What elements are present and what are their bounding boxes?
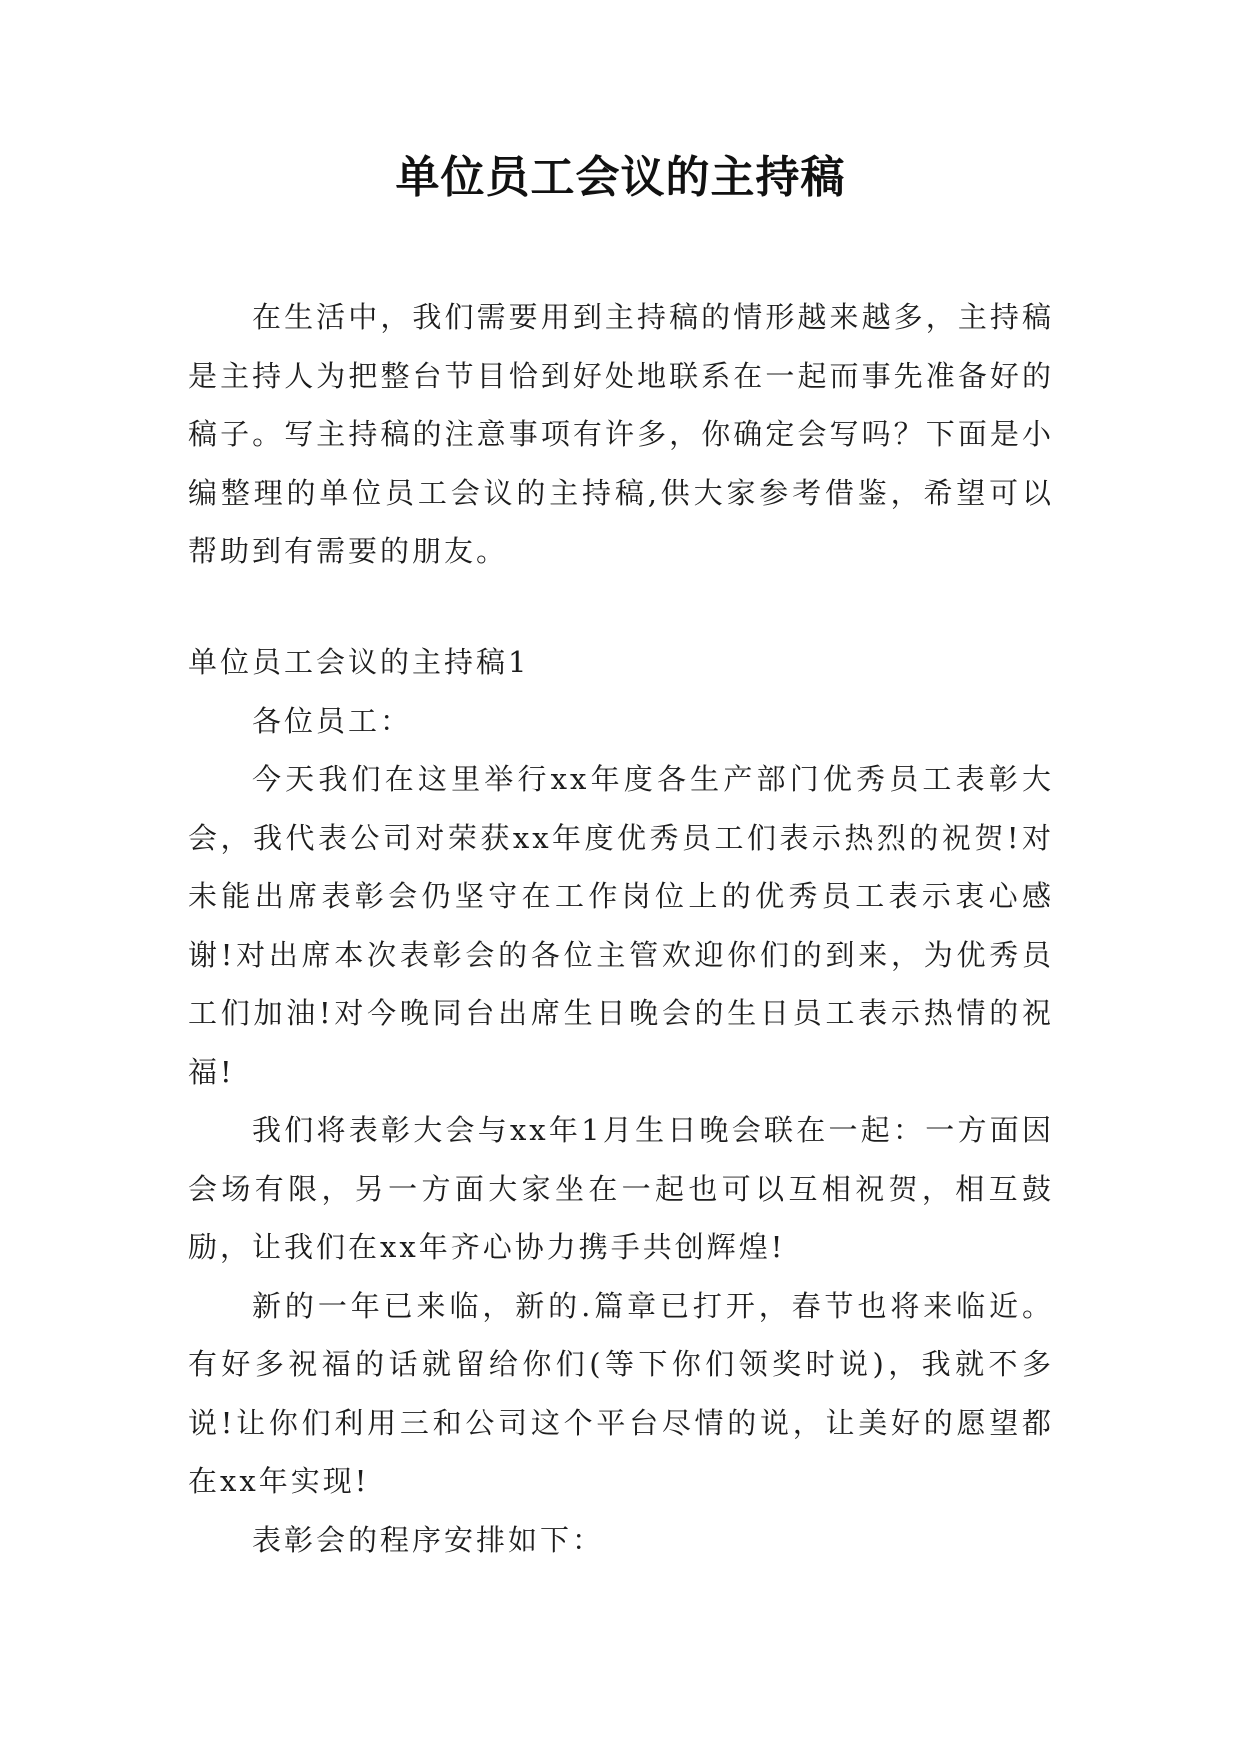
body-paragraph: 今天我们在这里举行xx年度各生产部门优秀员工表彰大会，我代表公司对荣获xx年度优秀员工们表示热烈的祝贺!对未能出席表彰会仍坚守在工作岗位上的优秀员工表示衷心感谢!对出席本次表彰会的各位主管欢迎你们的到来，为优秀员工们加油!对今晚同台出席生日晚会的生日员工表示热情的祝福!: [188, 762, 1054, 1089]
body-paragraph: 我们将表彰大会与xx年1月生日晚会联在一起：一方面因会场有限，另一方面大家坐在一起也可以互相祝贺，相互鼓励，让我们在xx年齐心协力携手共创辉煌!: [188, 1113, 1054, 1264]
salutation-paragraph: 各位员工：: [252, 703, 413, 738]
document-title: 单位员工会议的主持稿: [395, 152, 846, 203]
program-intro-paragraph: 表彰会的程序安排如下：: [252, 1522, 605, 1557]
body-paragraph: 新的一年已来临，新的.篇章已打开，春节也将来临近。有好多祝福的话就留给你们(等下你们领奖时说)，我就不多说!让你们利用三和公司这个平台尽情的说，让美好的愿望都在xx年实现!: [188, 1288, 1054, 1498]
intro-block: [188, 288, 1054, 581]
section-block: [188, 633, 1054, 1569]
section-heading: 单位员工会议的主持稿1: [188, 645, 530, 679]
intro-paragraph: 在生活中，我们需要用到主持稿的情形越来越多，主持稿是主持人为把整台节目恰到好处地联系在一起而事先准备好的稿子。写主持稿的注意事项有许多，你确定会写吗？下面是小编整理的单位员工会议的主持稿,供大家参考借鉴，希望可以帮助到有需要的朋友。: [188, 300, 1054, 568]
